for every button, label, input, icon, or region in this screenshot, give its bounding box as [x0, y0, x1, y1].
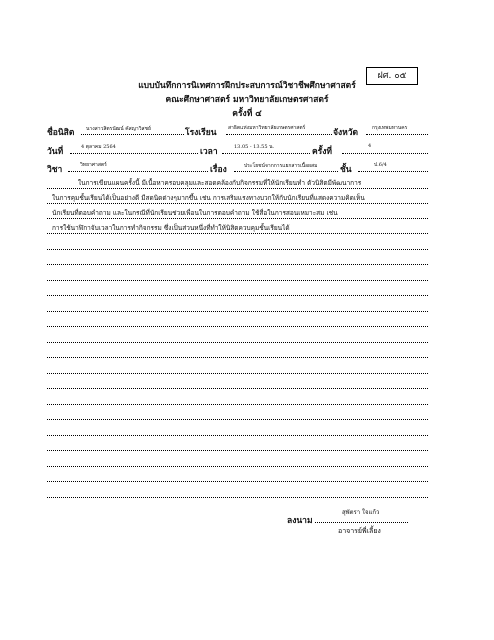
writing-line — [47, 188, 428, 189]
writing-line — [47, 342, 428, 343]
round-line — [342, 153, 428, 154]
school-value: สาธิตแห่งมหาวิทยาลัยเกษตรศาสตร์ — [228, 125, 306, 131]
subject-value: วิทยาศาสตร์ — [80, 162, 107, 168]
round-title: ครั้งที่ ๔ — [232, 109, 262, 119]
province-line — [366, 134, 428, 135]
form-title: แบบบันทึกการนิเทศการฝึกประสบการณ์วิชาชีพศึกษาศาสตร์ — [138, 81, 356, 91]
form-code-box: ฝศ. ๐๕ — [366, 67, 418, 85]
faculty-title: คณะศึกษาศาสตร์ มหาวิทยาลัยเกษตรศาสตร์ — [165, 95, 329, 105]
class-value: ป.6/4 — [374, 162, 387, 168]
note-line-2: ในการคุมชั้นเรียนได้เป็นอย่างดี มีสดนิดต่างๆมากขึ้น เช่น การเสริมแรงทางบวกให้กับนักเรียนที่แสดงความคิดเห็น — [52, 194, 365, 202]
school-line — [226, 134, 332, 135]
student-name-label: ชื่อนิสิต — [47, 128, 75, 138]
note-line-3: นักเรียนที่ตอบคำถาม และในกรณีที่นักเรียนช่วยเพื่อนในการตอบคำถาม ใช้สื่อในการสอนเหมาะสม เช่น — [52, 209, 338, 217]
time-label: เวลา — [200, 147, 218, 157]
date-value: 4 ตุลาคม 2564 — [81, 144, 116, 150]
writing-line — [47, 249, 428, 250]
topic-value: ประโยชน์จากการแยกสารเนื้อผสม — [244, 163, 318, 169]
subject-line — [68, 171, 208, 172]
writing-line — [47, 326, 428, 327]
writing-line — [47, 311, 428, 312]
writing-line — [47, 280, 428, 281]
writing-line — [47, 450, 428, 451]
date-line — [70, 153, 198, 154]
writing-line — [47, 295, 428, 296]
round-label: ครั้งที่ — [312, 147, 333, 157]
writing-line — [47, 264, 428, 265]
writing-line — [47, 466, 428, 467]
round-value: 4 — [368, 143, 372, 149]
writing-line — [47, 497, 428, 498]
class-line — [358, 171, 428, 172]
signature-role: อาจารย์พี่เลี้ยง — [338, 527, 381, 535]
writing-line — [47, 388, 428, 389]
class-label: ชั้น — [340, 165, 352, 175]
writing-line — [47, 203, 428, 204]
writing-line — [47, 404, 428, 405]
time-value: 13.05 - 13.55 น. — [234, 144, 275, 150]
topic-line — [234, 171, 338, 172]
writing-line — [47, 218, 428, 219]
note-line-4: การใช้นาฬิกาจับเวลาในการทำกิจกรรม ซึ่งเป็นส่วนหนึ่งที่ทำให้นิสิตควบคุมชั้นเรียนได้ — [52, 224, 290, 232]
province-label: จังหวัด — [333, 128, 359, 138]
signature-line — [315, 522, 408, 523]
signature-label: ลงนาม — [287, 516, 313, 526]
writing-line — [47, 373, 428, 374]
time-line — [222, 153, 310, 154]
topic-label: เรื่อง — [210, 165, 227, 175]
date-label: วันที่ — [47, 147, 64, 157]
writing-line — [47, 357, 428, 358]
writing-line — [47, 435, 428, 436]
province-value: กรุงเทพมหานคร — [372, 125, 408, 131]
writing-line — [47, 481, 428, 482]
student-name-value: นางสาวสิตรนัฒน์ คัสญาวิสชย์ — [86, 126, 151, 132]
student-name-line — [81, 134, 184, 135]
subject-label: วิชา — [47, 165, 63, 175]
school-label: โรงเรียน — [185, 128, 217, 138]
signature-name: สุพัตรา ใจแก้ว — [342, 509, 380, 516]
writing-line — [47, 419, 428, 420]
note-line-1: ในการเขียนแผนครั้งนี้ มีเนื้อหาครอบคลุมและสอดคล้องกับกิจกรรมที่ให้นักเรียนทำ ตัวนิสิตมีพัฒนาการ — [78, 179, 362, 187]
writing-line — [47, 233, 428, 234]
